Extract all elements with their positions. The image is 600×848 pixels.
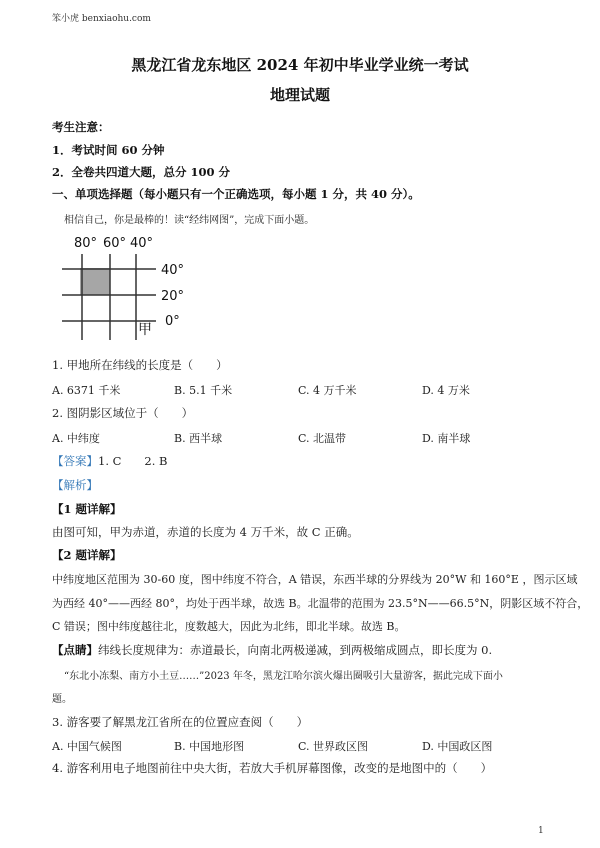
q1-option-c: C. 4 万千米 [298, 384, 357, 397]
detail2-line-2: 为西经 40°——西经 80°，均处于西半球，故选 B。北温带的范围为 23.5°N——66.5°N，阴影区域不符合， [52, 597, 589, 610]
detail2-line-3: C 错误；图中纬度越往北，度数越大，因此为北纬，即北半球。故选 B。 [52, 620, 406, 633]
site-header: 笨小虎 benxiaohu.com [52, 14, 151, 24]
q2-option-b: B. 西半球 [174, 432, 223, 445]
exam-subtitle: 地理试题 [269, 86, 330, 104]
q3-option-c: C. 世界政区图 [298, 740, 369, 753]
lon-label-80: 80° [74, 236, 98, 251]
q1-option-b: B. 5.1 千米 [174, 384, 233, 397]
q2-option-c: C. 北温带 [298, 432, 347, 445]
q4-stem: 4. 游客利用电子地图前往中央大街，若放大手机屏幕图像，改变的是地图中的（ ） [52, 761, 493, 775]
lon-label-60: 60° [103, 236, 127, 251]
q1-stem: 1. 甲地所在纬线的长度是（ ） [52, 358, 228, 372]
notice-heading: 考生注意： [52, 120, 110, 134]
analysis-tag: 【解析】 [52, 478, 98, 492]
answer-text: 1. C 2. B [98, 454, 168, 468]
lat-label-40: 40° [161, 263, 185, 278]
exam-title: 黑龙江省龙东地区 2024 年初中毕业学业统一考试 [131, 56, 469, 74]
q3-option-d: D. 中国政区图 [422, 740, 493, 753]
q1-option-a: A. 6371 千米 [52, 384, 121, 397]
q2-option-d: D. 南半球 [422, 432, 471, 445]
q2-stem: 2. 图阴影区域位于（ ） [52, 406, 194, 420]
lon-label-40: 40° [130, 236, 154, 251]
notice-item-1: 1．考试时间 60 分钟 [52, 143, 165, 157]
point-label-jia: 甲 [138, 322, 152, 338]
tip-line [52, 642, 492, 658]
detail2-line-1: 中纬度地区范围为 30-60 度，图中纬度不符合，A 错误，东西半球的分界线为 20°W 和 160°E ，图示区域 [52, 573, 578, 586]
shaded-region [80, 268, 110, 295]
section1-intro: 相信自己，你是最棒的！读“经纬网图”，完成下面小题。 [64, 215, 315, 226]
lat-label-20: 20° [161, 289, 185, 304]
q3-stem: 3. 游客要了解黑龙江省所在的位置应查阅（ ） [52, 715, 309, 729]
intro2-line-1: “东北小冻梨、南方小土豆……”2023 年冬，黑龙江哈尔滨火爆出圈吸引大量游客，据此完成下面小 [64, 671, 503, 682]
q3-option-a: A. 中国气候图 [52, 740, 122, 753]
q1-option-d: D. 4 万米 [422, 384, 470, 397]
detail1-tag: 【1 题详解】 [52, 502, 122, 516]
page-number: 1 [538, 826, 544, 836]
tip-tag: 【点睛】 [52, 643, 98, 657]
q3-option-b: B. 中国地形图 [174, 740, 245, 753]
answer-line [52, 453, 168, 469]
lat-label-0: 0° [165, 314, 180, 329]
notice-item-2: 2．全卷共四道大题，总分 100 分 [52, 165, 231, 179]
detail2-tag: 【2 题详解】 [52, 548, 122, 562]
section1-heading: 一、单项选择题（每小题只有一个正确选项，每小题 1 分，共 40 分）。 [52, 187, 420, 201]
intro2-line-2: 题。 [52, 694, 72, 705]
q2-option-a: A. 中纬度 [52, 432, 100, 445]
tip-text: 纬线长度规律为：赤道最长，向南北两极递减，到两极缩成圆点，即长度为 0. [98, 643, 493, 657]
lat-lon-grid-figure [60, 230, 200, 340]
answer-tag: 【答案】 [52, 454, 98, 468]
detail1-text: 由图可知，甲为赤道，赤道的长度为 4 万千米，故 C 正确。 [52, 525, 359, 539]
